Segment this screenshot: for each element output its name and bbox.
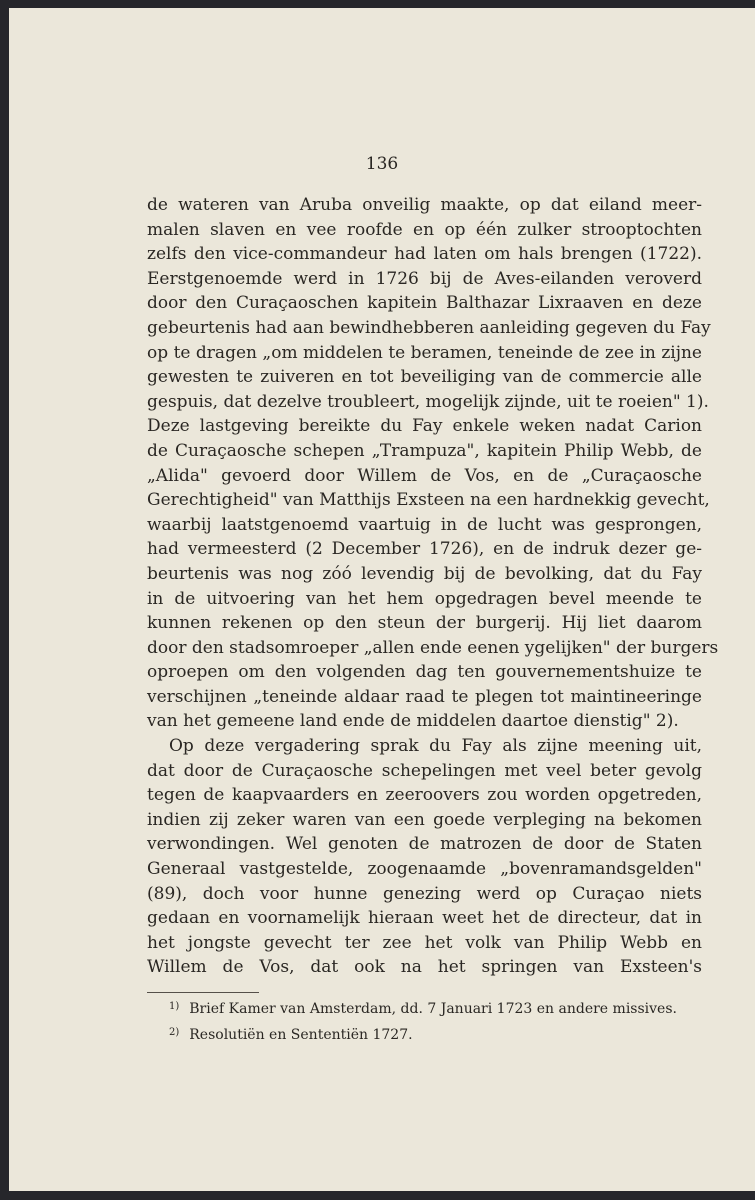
text-line: op te dragen „om middelen te beramen, teneinde de zee in zijne xyxy=(147,342,702,363)
footnote xyxy=(169,995,704,1021)
text-line: Op deze vergadering sprak du Fay als zijne meening uit, xyxy=(169,736,702,757)
text-line: waarbij laatstgenoemd vaartuig in de lucht was gesprongen, xyxy=(147,514,702,535)
footnote-text: Resolutiën en Sententiën 1727. xyxy=(189,1027,413,1043)
text-line: gespuis, dat dezelve troubleert, mogelijk zijnde, uit te roeien" 1). xyxy=(147,391,709,412)
text-line: oproepen om den volgenden dag ten gouvernementshuize te xyxy=(147,662,702,683)
page-number: 136 xyxy=(365,154,399,174)
text-line: tegen de kaapvaarders en zeeroovers zou worden opgetreden, xyxy=(147,785,702,806)
text-line: door den Curaçaoschen kapitein Balthazar Lixraaven en deze xyxy=(147,293,702,314)
text-line: van het gemeene land ende de middelen daartoe dienstig" 2). xyxy=(147,711,679,732)
text-line: de Curaçaosche schepen „Trampuza", kapitein Philip Webb, de xyxy=(147,440,702,461)
text-line: malen slaven en vee roofde en op één zulker strooptochten xyxy=(147,219,702,240)
text-line: Willem de Vos, dat ook na het springen van Exsteen's xyxy=(147,957,702,978)
text-line: gedaan en voornamelijk hieraan weet het de directeur, dat in xyxy=(147,908,702,929)
text-line: (89), doch voor hunne genezing werd op Curaçao niets xyxy=(147,883,702,904)
text-line: in de uitvoering van het hem opgedragen bevel meende te xyxy=(147,588,702,609)
footnote-divider xyxy=(147,992,259,993)
text-line: kunnen rekenen op den steun der burgerij. Hij liet daarom xyxy=(147,613,702,634)
text-line: Generaal vastgestelde, zoogenaamde „bovenramandsgelden" xyxy=(147,859,702,880)
text-line: indien zij zeker waren van een goede verpleging na bekomen xyxy=(147,809,702,830)
footnote-marker: 2) xyxy=(169,1027,180,1038)
text-line: door den stadsomroeper „allen ende eenen ygelijken" der burgers xyxy=(147,637,719,658)
text-line: had vermeesterd (2 December 1726), en de indruk dezer ge- xyxy=(147,539,702,560)
footnotes xyxy=(169,995,704,1047)
text-line: zelfs den vice-commandeur had laten om hals brengen (1722). xyxy=(147,244,702,265)
text-line: „Alida" gevoerd door Willem de Vos, en de „Curaçaosche xyxy=(147,465,702,486)
text-line: dat door de Curaçaosche schepelingen met veel beter gevolg xyxy=(147,760,702,781)
footnote-marker: 1) xyxy=(169,1001,180,1012)
text-line: het jongste gevecht ter zee het volk van Philip Webb en xyxy=(147,932,702,953)
book-page xyxy=(9,8,755,1191)
text-line: beurtenis was nog zóó levendig bij de bevolking, dat du Fay xyxy=(147,563,702,584)
text-line: gewesten te zuiveren en tot beveiliging van de commercie alle xyxy=(147,367,702,388)
text-line: de wateren van Aruba onveilig maakte, op dat eiland meer- xyxy=(147,195,702,215)
text-line: verwondingen. Wel genoten de matrozen de door de Staten xyxy=(147,834,702,855)
text-line: Gerechtigheid" van Matthijs Exsteen na een hardnekkig gevecht, xyxy=(147,490,710,511)
text-line: gebeurtenis had aan bewindhebberen aanleiding gegeven du Fay xyxy=(147,317,711,338)
footnote xyxy=(169,1021,704,1047)
footnote-text: Brief Kamer van Amsterdam, dd. 7 Januari 1723 en andere missives. xyxy=(189,1001,677,1017)
text-line: verschijnen „teneinde aldaar raad te plegen tot maintineeringe xyxy=(147,686,702,707)
body-text xyxy=(147,193,719,980)
text-line: Eerstgenoemde werd in 1726 bij de Aves-eilanden veroverd xyxy=(147,268,702,289)
text-line: Deze lastgeving bereikte du Fay enkele weken nadat Carion xyxy=(147,416,702,437)
